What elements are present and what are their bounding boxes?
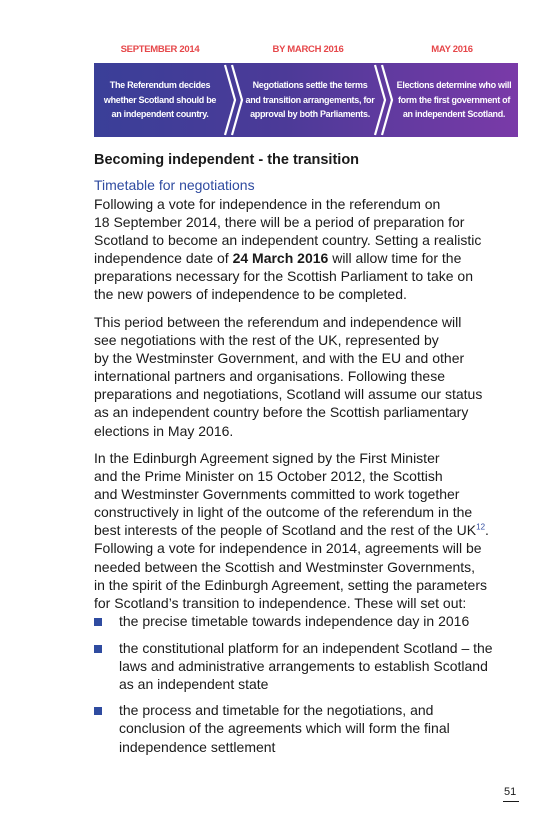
- list-item-line: conclusion of the agreements which will form the final: [119, 720, 450, 737]
- paragraph-1-line: Following a vote for independence in the referendum on: [94, 196, 441, 212]
- list-item-line: laws and administrative arrangements to establish Scotland: [119, 657, 488, 674]
- paragraph-1-line: Scotland to become an independent country. Setting a realistic: [94, 232, 482, 249]
- timeline-step-3: [390, 63, 518, 137]
- paragraph-2-line: elections in May 2016.: [94, 422, 234, 439]
- timeline-label-3: MAY 2016: [431, 44, 473, 55]
- paragraph-3-text: best interests of the people of Scotland and the rest of the UK: [94, 522, 477, 539]
- paragraph-1-line: the new powers of independence to be completed.: [94, 286, 407, 303]
- paragraph-1-line: preparations necessary for the Scottish Parliament to take on: [94, 268, 473, 285]
- timeline-step-1-line-1: The Referendum decides: [109, 80, 211, 91]
- paragraph-2-line: see negotiations with the rest of the UK, represented by: [94, 332, 439, 349]
- paragraph-1-line: [94, 249, 534, 267]
- timeline-step-2-line-3: approval by both Parliaments.: [250, 109, 370, 120]
- independence-date: 24 March 2016: [232, 250, 329, 267]
- sub-title: Timetable for negotiations: [94, 177, 255, 193]
- bullet-square-icon: [94, 707, 102, 715]
- bullet-list: [94, 612, 534, 764]
- list-item: [94, 701, 534, 755]
- list-item-line: the precise timetable towards independence day in 2016: [119, 613, 470, 629]
- paragraph-3-line: for Scotland’s transition to independence. These will set out:: [94, 594, 467, 611]
- paragraph-3-line: constructively in light of the outcome of the referendum in the: [94, 504, 473, 521]
- list-item: [94, 612, 534, 630]
- paragraph-2: [94, 313, 534, 440]
- paragraph-2-line: international partners and organisations. Following these: [94, 368, 445, 385]
- paragraph-1: [94, 195, 534, 304]
- timeline-step-3-line-3: an independent Scotland.: [402, 109, 506, 120]
- paragraph-3-line: Following a vote for independence in 2014, agreements will be: [94, 540, 482, 557]
- paragraph-2-line: This period between the referendum and independence will: [94, 314, 462, 330]
- timeline-step-3-line-2: form the first government of: [397, 94, 511, 105]
- paragraph-2-line: preparations and negotiations, Scotland will assume our status: [94, 386, 483, 403]
- page-number: 51: [504, 786, 517, 798]
- paragraph-2-line: by the Westminster Government, and with the EU and other: [94, 350, 465, 367]
- timeline-label-1: SEPTEMBER 2014: [120, 44, 200, 55]
- list-item-line: as an independent state: [119, 675, 269, 692]
- paragraph-3-line: in the spirit of the Edinburgh Agreement, setting the parameters: [94, 576, 488, 593]
- timeline-step-2: [242, 63, 378, 137]
- paragraph-1-text: will allow time for the: [328, 250, 462, 267]
- timeline-step-2-line-2: and transition arrangements, for: [245, 94, 375, 105]
- paragraph-3-text: .: [485, 522, 489, 539]
- paragraph-3-line: needed between the Scottish and Westminster Governments,: [94, 558, 476, 575]
- timeline-step-2-line-1: Negotiations settle the terms: [252, 80, 368, 91]
- list-item: [94, 639, 534, 693]
- list-item-line: the constitutional platform for an independent Scotland – the: [119, 639, 493, 656]
- list-item-line: independence settlement: [119, 738, 276, 755]
- timeline-step-1-line-2: whether Scotland should be: [103, 94, 217, 105]
- section-title: Becoming independent - the transition: [94, 152, 360, 168]
- list-item-line: the process and timetable for the negotiations, and: [119, 702, 434, 719]
- paragraph-3-line: In the Edinburgh Agreement signed by the First Minister: [94, 450, 440, 466]
- bullet-square-icon: [94, 645, 102, 653]
- paragraph-3-line: and Westminster Governments committed to work together: [94, 486, 460, 503]
- timeline-step-1-line-3: an independent country.: [111, 109, 209, 120]
- paragraph-3-line: [94, 521, 534, 539]
- paragraph-3-line: and the Prime Minister on 15 October 2012, the Scottish: [94, 468, 443, 485]
- footnote-ref[interactable]: 12: [476, 522, 486, 532]
- timeline-banner: [94, 38, 518, 140]
- timeline-step-1: [94, 63, 226, 137]
- paragraph-2-line: as an independent country before the Scottish parliamentary: [94, 404, 469, 421]
- timeline-step-3-line-1: Elections determine who will: [396, 80, 512, 91]
- paragraph-1-text: independence date of: [94, 250, 233, 267]
- paragraph-1-line: 18 September 2014, there will be a period of preparation for: [94, 214, 465, 231]
- page-number-rule: [503, 801, 519, 802]
- timeline-label-2: BY MARCH 2016: [272, 44, 344, 55]
- paragraph-3: [94, 449, 534, 612]
- bullet-square-icon: [94, 618, 102, 626]
